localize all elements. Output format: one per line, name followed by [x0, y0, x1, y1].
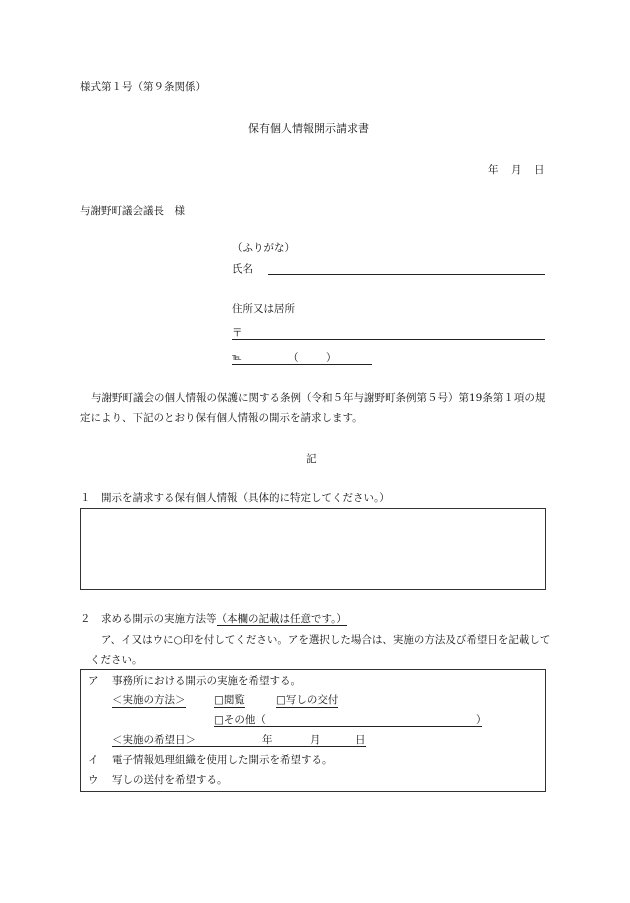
- ki-marker: 記: [306, 453, 317, 465]
- other-field-line[interactable]: [214, 726, 482, 727]
- addressee: 与謝野町議会議長 様: [80, 205, 185, 217]
- section2-heading: [80, 612, 347, 626]
- item-i-marker: イ: [88, 754, 99, 766]
- checkbox-copy[interactable]: □写しの交付: [276, 694, 339, 706]
- item-a-marker: ア: [88, 675, 99, 687]
- tel-paren-close: ）: [326, 352, 337, 364]
- date-month: 月: [310, 734, 321, 746]
- checkbox-other[interactable]: □その他（: [214, 714, 266, 726]
- document-title: 保有個人情報開示請求書: [248, 122, 369, 135]
- section2-heading-text: ２ 求める開示の実施方法等: [80, 613, 217, 625]
- request-statement: 与謝野町議会の個人情報の保護に関する条例（令和５年与謝野町条例第５号）第19条第１項の規定により、下記のとおり保有個人情報の開示を請求します。: [80, 392, 546, 424]
- name-field-line[interactable]: [268, 274, 545, 275]
- tel-paren-open: （: [288, 352, 299, 364]
- item-a-text[interactable]: 事務所における開示の実施を希望する。: [112, 675, 301, 687]
- section2-instruction: ア、イ又はウに○印を付してください。アを選択した場合は、実施の方法及び希望日を記載してください。: [90, 634, 551, 666]
- date-day: 日: [355, 734, 366, 746]
- item-u-marker: ウ: [88, 774, 99, 786]
- date-label: ＜実施の希望日＞: [112, 734, 196, 746]
- tel-mark: ℡: [232, 353, 242, 363]
- address-label: 住所又は居所: [232, 303, 295, 315]
- name-label: 氏名: [232, 263, 253, 275]
- date-field-line[interactable]: [112, 746, 366, 747]
- item-u-text[interactable]: 写しの送付を希望する。: [112, 774, 228, 786]
- section2-optional-note: （本欄の記載は任意です。）: [216, 613, 347, 625]
- tel-field-line[interactable]: [232, 364, 372, 365]
- requested-info-box[interactable]: [80, 508, 546, 590]
- date-year: 年: [262, 734, 273, 746]
- furigana-label: （ふりがな）: [232, 242, 295, 254]
- other-close-paren: ）: [476, 714, 487, 726]
- form-number: 様式第１号（第９条関係）: [80, 81, 206, 93]
- checkbox-view[interactable]: □閲覧: [214, 694, 245, 706]
- item-i-text[interactable]: 電子情報処理組織を使用した開示を希望する。: [112, 754, 333, 766]
- postal-mark: 〒: [232, 327, 243, 339]
- method-label: ＜実施の方法＞: [112, 694, 186, 706]
- address-field-line[interactable]: [232, 339, 545, 340]
- section1-heading: １ 開示を請求する保有個人情報（具体的に特定してください。）: [80, 492, 390, 504]
- date-line: 年 月 日: [488, 164, 546, 176]
